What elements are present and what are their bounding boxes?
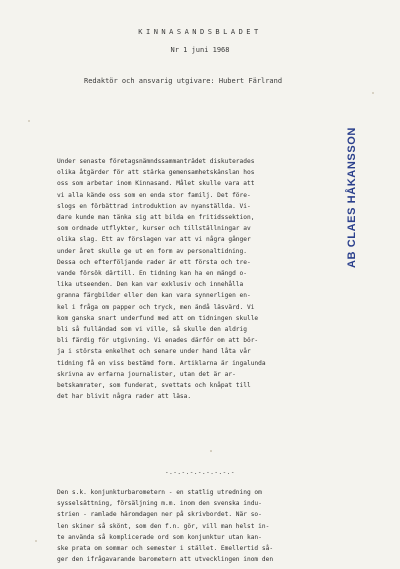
paper-speck — [35, 540, 37, 542]
article-intro-text: Under senaste företagsnämndssammanträdet diskuterades olika åtgärder för att stärka gemensamhetskänslan hos oss som arbetar inom Kinnasand. Målet skulle vara att vi alla kände oss som en enda stor familj. Det före- slogs en förbättrad introduktion av nyanställda. Vi- dare kunde man tänka sig att bilda en fritidssektion, som ordnade utflykter, kurser och tillställningar av olika slag. Ett av förslagen var att vi några gånger under året skulle ge ut en form av personaltidning. Dessa och efterföljande rader är ett första och tre- vande försök därtill. En tidning kan ha en mängd o- lika utseenden. Den kan var exklusiv och innehålla granna färgbilder eller den kan vara synnerligen en- kel i fråga om papper och tryck, men ändå läsvärd. Vi kom ganska snart underfund med att om tidningen skulle bli så fulländad som vi ville, så skulle den aldrig bli färdig för utgivning. Vi enades därför om att bör- ja i största enkelhet och senare under hand låta vår tidning få en viss bestämd form. Artiklarna är ingalunda skrivna av erfarna journalister, utan det är ar- betskamrater, som funderat, svettats och knåpat till det har blivit några rader att läsa. — [57, 158, 266, 401]
editor-line: Redaktör och ansvarig utgivare: Hubert Färlrand — [84, 77, 283, 85]
paper-speck — [372, 92, 374, 94]
article-economy-text: Den s.k. konjunkturbarometern - en statlig utredning om sysselsättning, försäljning m.m. inom den svenska indu- strien - ramlade häromdagen ner på skrivbordet. När so- len skiner så skönt, som den f.n. gör, vill man helst in- te använda så komplicerade ord som konjunktur utan kan- ske prata om sommar och semester i stället. Emellertid så- ger den ifrågavarande barometern att utvecklingen inom den — [57, 489, 274, 564]
paper-speck — [28, 120, 30, 122]
newsletter-masthead: KINNASANDSBLADET — [138, 28, 262, 36]
issue-line: Nr 1 juni 1968 — [170, 46, 230, 54]
section-divider: -.-.-.-.-.-.-.-.- — [165, 469, 235, 476]
paper-speck — [210, 450, 212, 452]
company-stamp: AB CLAES HÅKANSSON — [346, 127, 358, 268]
